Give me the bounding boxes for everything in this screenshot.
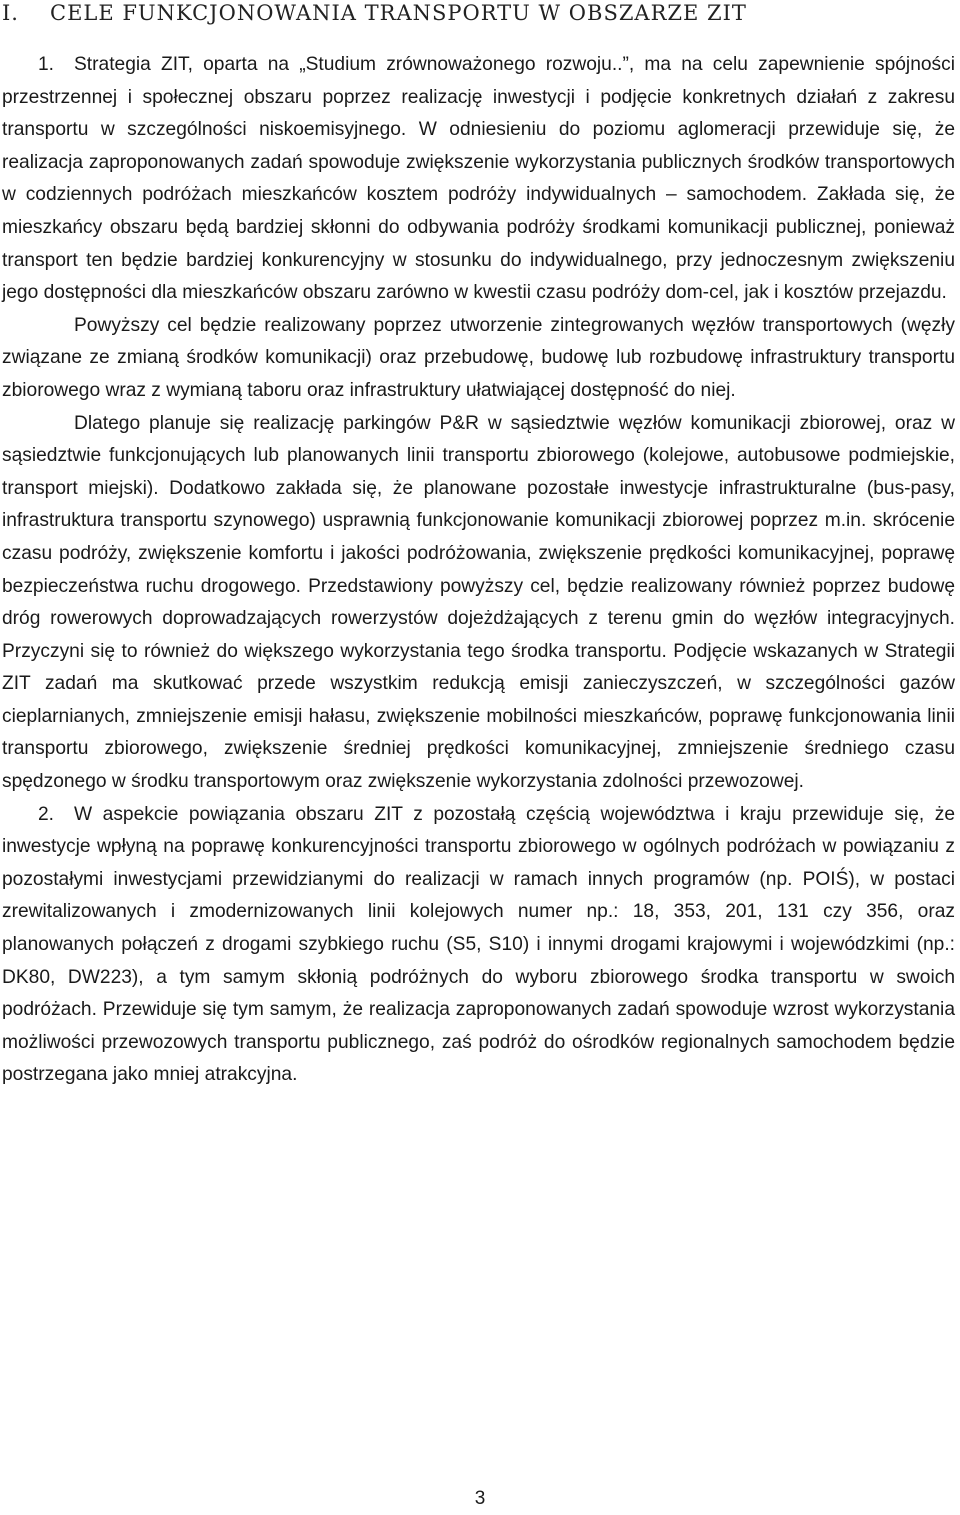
page-number: 3 <box>474 1488 486 1509</box>
section-heading <box>2 0 958 26</box>
paragraph-1 <box>2 49 955 310</box>
paragraph-4 <box>2 799 955 1092</box>
paragraph-4-number: 2. <box>38 803 55 825</box>
section-title: CELE FUNKCJONOWANIA TRANSPORTU W OBSZARZE ZIT <box>50 1 747 25</box>
paragraph-1-number: 1. <box>38 54 55 75</box>
section-number: I. <box>2 1 19 25</box>
document-body <box>2 49 955 1092</box>
paragraph-3: Dlatego planuje się realizację parkingów P&R w sąsiedztwie węzłów komunikacji zbiorowej, oraz w sąsiedztwie funkcjonujących lub planowanych linii transportu zbiorowego (kolejowe, autobusowe podmiejskie, transport miejski). Dodatkowo zakłada się, że planowane pozostałe inwestycje infrastrukturalne (bus-pasy, infrastruktura transportu szynowego) usprawnią funkcjonowanie komunikacji zbiorowej poprzez m.in. skrócenie czasu podróży, zwiększenie komfortu i jakości podróżowania, zwiększenie prędkości komunikacyjnej, poprawę bezpieczeństwa ruchu drogowego. Przedstawiony powyższy cel, będzie realizowany również poprzez budowę dróg rowerowych doprowadzających rowerzystów dojeżdżających z terenu gmin do węzłów integracyjnych. Przyczyni się to również do większego wykorzystania tego środka transportu. Podjęcie wskazanych w Strategii ZIT zadań ma skutkować przede wszystkim redukcją emisji zanieczyszczeń, w szczególności gazów cieplarnianych, zmniejszenie emisji hałasu, zwiększenie mobilności mieszkańców, poprawę funkcjonowania linii transportu zbiorowego, zwiększenie średniej prędkości komunikacyjnej, zmniejszenie średniego czasu spędzonego w środku transportowym oraz zwiększenie wykorzystania zdolności przewozowej. <box>2 412 955 793</box>
paragraph-4-text: W aspekcie powiązania obszaru ZIT z pozostałą częścią województwa i kraju przewiduje się, że inwestycje wpłyną na poprawę konkurencyjności transportu zbiorowego w ogólnych podróżach w powiązaniu z pozostałymi inwestycjami przewidzianymi do realizacji w ramach innych programów (np. POIŚ), w postaci zrewitalizowanych i zmodernizowanych linii kolejowych numer np.: 18, 353, 201, 131 czy 356, oraz planowanych połączeń z drogami szybkiego ruchu (S5, S10) i innymi drogami krajowymi i wojewódzkimi (np.: DK80, DW223), a tym samym skłonią podróżnych do wyboru zbiorowego środka transportu w swoich podróżach. Przewiduje się tym samym, że realizacja zaproponowanych zadań spowoduje wzrost wykorzystania możliwości przewozowych transportu publicznego, zaś podróż do ośrodków regionalnych samochodem będzie postrzegana jako mniej atrakcyjna. <box>2 803 955 1086</box>
paragraph-2: Powyższy cel będzie realizowany poprzez utworzenie zintegrowanych węzłów transportowych (węzły związane ze zmianą środków komunikacji) oraz przebudowę, budowę lub rozbudowę infrastruktury transportu zbiorowego wraz z wymianą taboru oraz infrastruktury ułatwiającej dostępność do niej. <box>2 314 955 401</box>
paragraph-1-text: Strategia ZIT, oparta na „Studium zrównoważonego rozwoju..”, ma na celu zapewnienie spójności przestrzennej i społecznej obszaru poprzez realizację inwestycji i podjęcie konkretnych działań z zakresu transportu w szczególności niskoemisyjnego. W odniesieniu do poziomu aglomeracji przewiduje się, że realizacja zaproponowanych zadań spowoduje zwiększenie wykorzystania publicznych środków transportowych w codziennych podróżach mieszkańców kosztem podróży indywidualnych – samochodem. Zakłada się, że mieszkańcy obszaru będą bardziej skłonni do odbywania podróży środkami komunikacji publicznej, ponieważ transport ten będzie bardziej konkurencyjny w stosunku do indywidualnego, przy jednoczesnym zwiększeniu jego dostępności dla mieszkańców obszaru zarówno w kwestii czasu podróży dom-cel, jak i kosztów przejazdu. <box>2 54 955 304</box>
